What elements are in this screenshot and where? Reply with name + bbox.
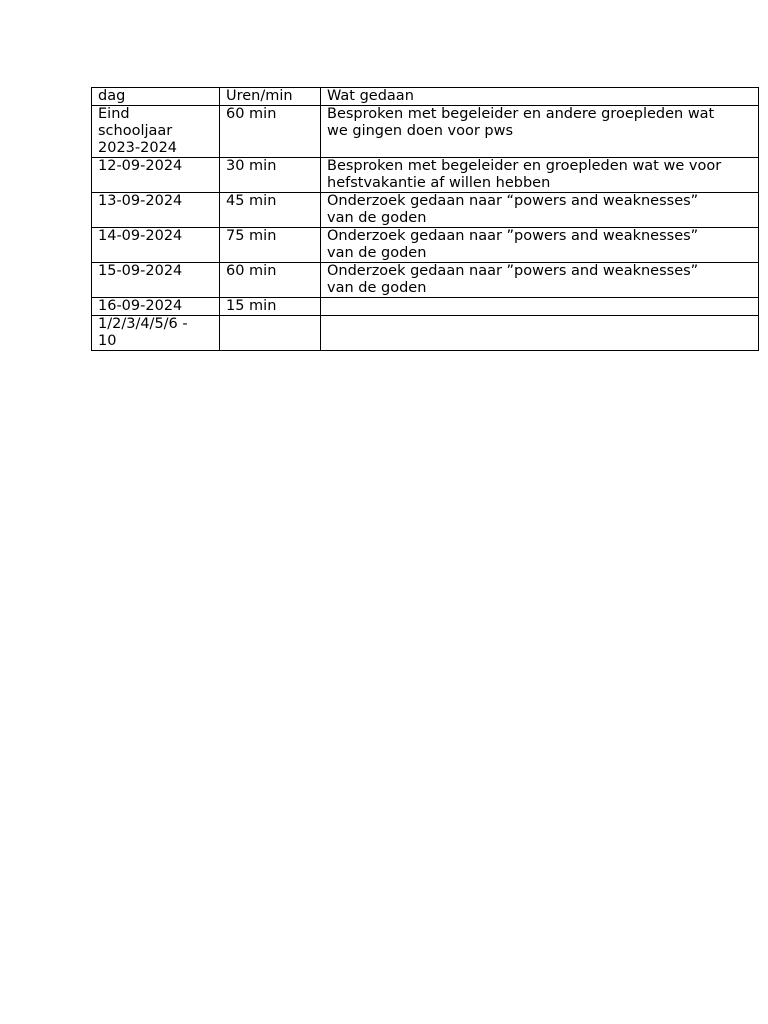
header-label: Wat gedaan xyxy=(327,88,414,104)
cell-text: 45 min xyxy=(226,193,277,209)
cell-description xyxy=(321,193,759,228)
cell-text: Onderzoek gedaan naar “powers and weaknesses” van de goden xyxy=(327,193,699,226)
cell-text: 12-09-2024 xyxy=(98,158,183,174)
cell-text: 13-09-2024 xyxy=(98,193,183,209)
header-label: dag xyxy=(98,88,126,104)
table-row xyxy=(92,228,759,263)
time-log-table xyxy=(91,87,759,351)
cell-description xyxy=(321,263,759,298)
header-cell-time xyxy=(220,88,321,106)
cell-text: Onderzoek gedaan naar ”powers and weaknesses” van de goden xyxy=(327,263,699,296)
table-row xyxy=(92,316,759,351)
cell-text: 1/2/3/4/5/6 - 10 xyxy=(98,316,188,349)
cell-dag xyxy=(92,158,220,193)
table-row xyxy=(92,298,759,316)
table-header-row xyxy=(92,88,759,106)
cell-text: 30 min xyxy=(226,158,277,174)
cell-dag xyxy=(92,316,220,351)
cell-time xyxy=(220,316,321,351)
table-row xyxy=(92,158,759,193)
cell-text: 60 min xyxy=(226,106,277,122)
cell-text: Besproken met begeleider en andere groepleden wat we gingen doen voor pws xyxy=(327,106,715,139)
cell-description xyxy=(321,158,759,193)
cell-description xyxy=(321,316,759,351)
cell-description xyxy=(321,298,759,316)
cell-time xyxy=(220,298,321,316)
table-row xyxy=(92,193,759,228)
table-row xyxy=(92,106,759,158)
cell-description xyxy=(321,106,759,158)
cell-text: 75 min xyxy=(226,228,277,244)
header-label: Uren/min xyxy=(226,88,293,104)
cell-description xyxy=(321,228,759,263)
cell-time xyxy=(220,263,321,298)
cell-time xyxy=(220,158,321,193)
cell-text: Eind schooljaar 2023-2024 xyxy=(98,106,178,156)
cell-dag xyxy=(92,228,220,263)
cell-text: 14-09-2024 xyxy=(98,228,183,244)
table-row xyxy=(92,263,759,298)
cell-time xyxy=(220,106,321,158)
cell-time xyxy=(220,193,321,228)
cell-dag xyxy=(92,193,220,228)
cell-text: 15-09-2024 xyxy=(98,263,183,279)
header-cell-description xyxy=(321,88,759,106)
cell-time xyxy=(220,228,321,263)
cell-dag xyxy=(92,106,220,158)
header-cell-dag xyxy=(92,88,220,106)
cell-text: Besproken met begeleider en groepleden wat we voor hefstvakantie af willen hebben xyxy=(327,158,722,191)
cell-text: 60 min xyxy=(226,263,277,279)
cell-text: Onderzoek gedaan naar ”powers and weaknesses” van de goden xyxy=(327,228,699,261)
cell-text: 15 min xyxy=(226,298,277,314)
cell-dag xyxy=(92,263,220,298)
cell-dag xyxy=(92,298,220,316)
cell-text: 16-09-2024 xyxy=(98,298,183,314)
